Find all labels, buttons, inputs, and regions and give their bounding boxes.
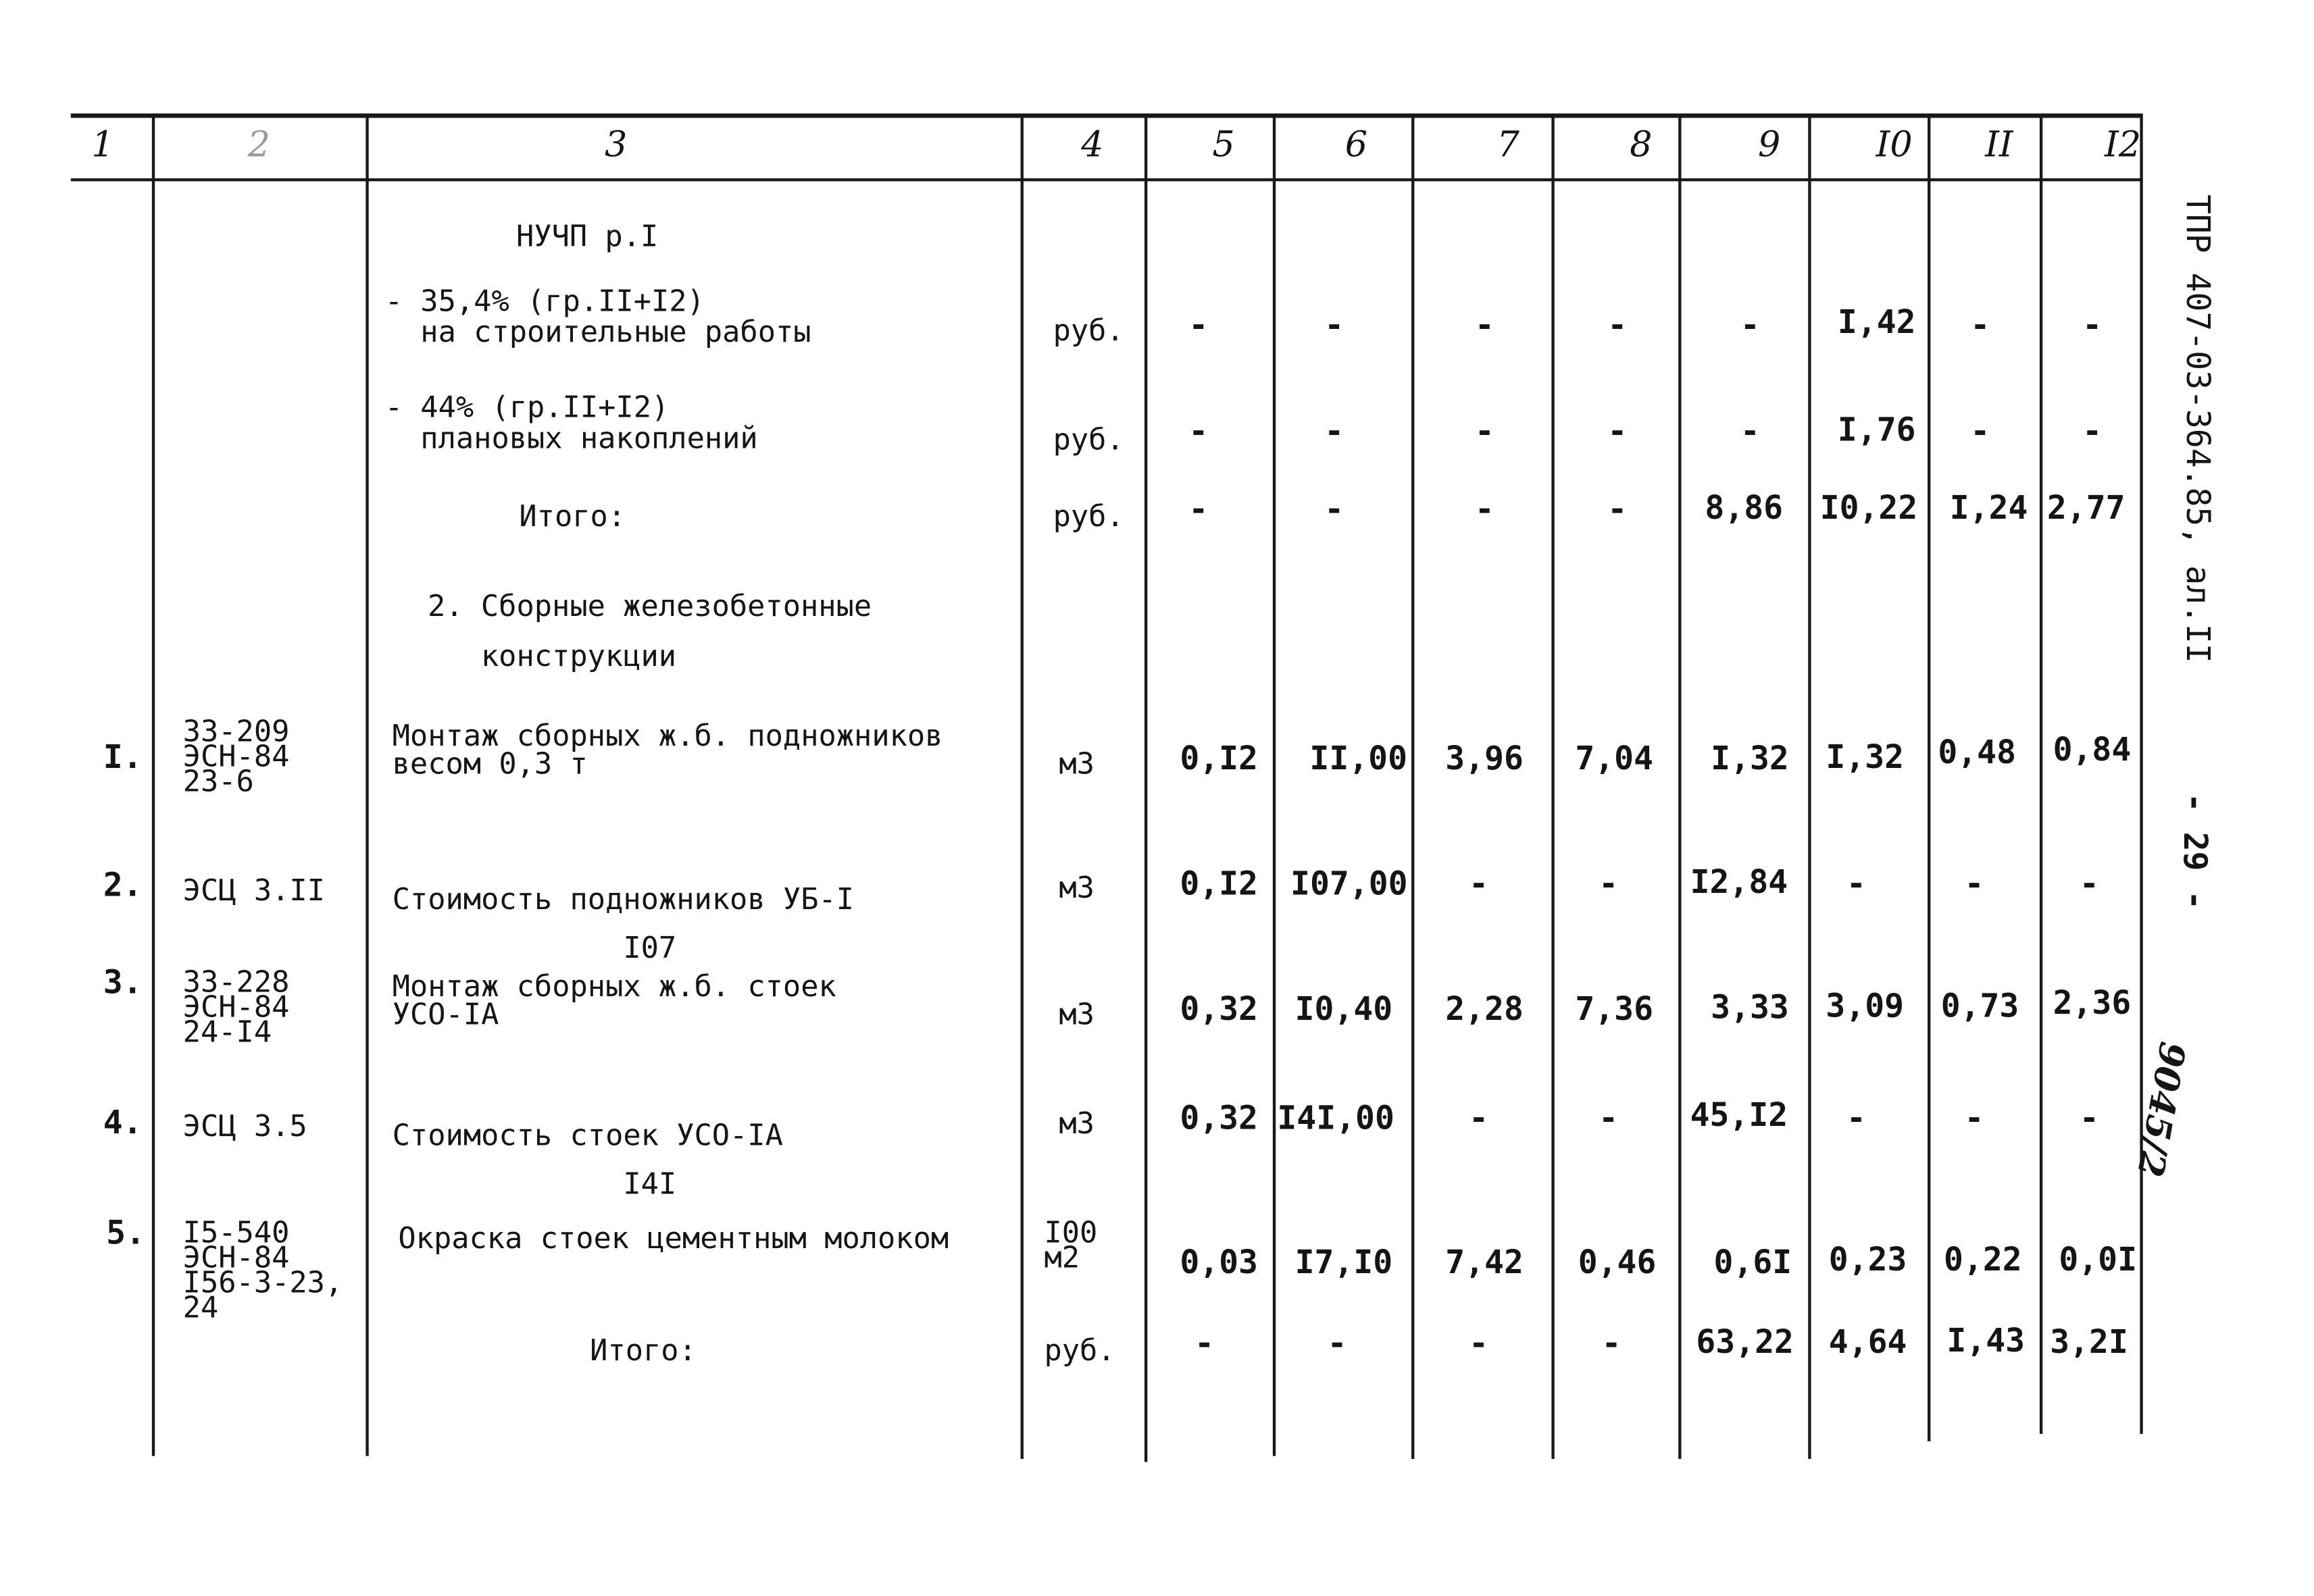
row-2-name: Стоимость подножников УБ-I I07 [392, 881, 855, 966]
col-divider-12 [2140, 115, 2142, 1434]
header-col-1: 1 [91, 124, 114, 165]
row-4-c6: I4I,00 [1277, 1100, 1394, 1138]
row-4-unit: м3 [1059, 1105, 1095, 1141]
col-divider-8 [1678, 115, 1681, 1459]
row-5-code: I5-540 ЭСН-84 I56-3-23, 24 [182, 1214, 343, 1325]
row-4-c8: - [1599, 1100, 1619, 1138]
overhead-planned-c11: - [1970, 414, 1990, 451]
section2-total-c8: - [1601, 1326, 1621, 1364]
overhead-planned-c7: - [1474, 414, 1494, 451]
header-col-4: 4 [1081, 124, 1104, 165]
row-3-c11: 0,73 [1940, 989, 2019, 1026]
table-top-rule [71, 113, 2143, 118]
section1-total-c9: 8,86 [1705, 490, 1784, 528]
header-col-11: II [1985, 124, 2013, 165]
overhead-construction-label: - 35,4% (гр.II+I2) на строительные работы [384, 282, 811, 350]
row-1-c10: I,32 [1826, 740, 1905, 777]
doc-code-stamp: ТПР 407-03-364.85, ал.II [2178, 195, 2215, 663]
overhead-planned-c10: I,76 [1837, 412, 1916, 450]
row-4-c11: - [1964, 1100, 1984, 1138]
section2-total-label: Итого: [590, 1332, 697, 1368]
overhead-planned-label: - 44% (гр.II+I2) плановых накоплений [384, 389, 758, 456]
overhead-construction-c11: - [1970, 308, 1990, 345]
row-4-c12: - [2079, 1100, 2099, 1138]
col-divider-4 [1145, 115, 1147, 1462]
header-bottom-rule [71, 178, 2143, 181]
row-2-c9: I2,84 [1690, 865, 1788, 902]
col-divider-5 [1273, 115, 1276, 1456]
overhead-planned-c5: - [1188, 414, 1209, 451]
header-col-10: I0 [1876, 124, 1913, 165]
row-2-code: ЭСЦ 3.II [182, 872, 325, 908]
col-divider-7 [1551, 115, 1554, 1459]
row-1-c8: 7,04 [1575, 741, 1653, 779]
header-col-9: 9 [1758, 124, 1781, 165]
row-5-c6: I7,I0 [1294, 1245, 1393, 1283]
col-divider-3 [1021, 115, 1024, 1459]
section1-total-c10: I0,22 [1819, 490, 1918, 528]
col-divider-10 [1928, 115, 1930, 1441]
row-4-c5: 0,32 [1180, 1100, 1258, 1138]
row-2-c11: - [1964, 866, 1984, 904]
row-2-c8: - [1599, 866, 1619, 904]
header-col-8: 8 [1630, 124, 1653, 165]
section1-total-unit: руб. [1053, 498, 1124, 534]
section1-total-c12: 2,77 [2046, 490, 2126, 528]
row-4-no: 4. [103, 1105, 143, 1142]
row-5-c10: 0,23 [1828, 1242, 1907, 1279]
overhead-planned-unit: руб. [1053, 421, 1124, 457]
section1-title: НУЧП р.I [516, 217, 659, 254]
row-3-c6: I0,40 [1294, 992, 1393, 1029]
col-divider-1 [152, 115, 155, 1456]
overhead-construction-c12: - [2082, 308, 2103, 345]
col-divider-11 [2040, 115, 2042, 1434]
row-4-c10: - [1846, 1100, 1866, 1138]
section1-total-c11: I,24 [1949, 490, 2028, 528]
overhead-planned-c12: - [2082, 414, 2103, 451]
header-col-2: 2 [247, 124, 271, 165]
row-3-code: 33-228 ЭСН-84 24-I4 [182, 963, 290, 1050]
row-2-unit: м3 [1059, 869, 1095, 905]
page-number: - 29 - [2175, 792, 2213, 910]
row-4-c9: 45,I2 [1690, 1098, 1788, 1135]
row-3-c10: 3,09 [1826, 989, 1905, 1026]
row-3-no: 3. [103, 965, 143, 1002]
row-5-no: 5. [106, 1216, 146, 1253]
overhead-construction-c10: I,42 [1837, 305, 1916, 342]
section2-total-c6: - [1327, 1326, 1347, 1364]
section1-total-c8: - [1607, 492, 1628, 530]
row-4-code: ЭСЦ 3.5 [182, 1108, 307, 1144]
col-divider-9 [1808, 115, 1811, 1459]
section2-total-c5: - [1194, 1326, 1215, 1364]
row-3-c5: 0,32 [1180, 992, 1258, 1029]
overhead-construction-c5: - [1188, 308, 1209, 345]
overhead-construction-unit: руб. [1053, 312, 1124, 348]
row-3-c9: 3,33 [1711, 990, 1789, 1027]
overhead-construction-c7: - [1474, 308, 1494, 345]
section2-total-c7: - [1469, 1326, 1489, 1364]
overhead-planned-c8: - [1607, 414, 1628, 451]
row-1-c9: I,32 [1711, 741, 1789, 779]
header-col-7: 7 [1496, 124, 1520, 165]
row-2-c7: - [1469, 866, 1489, 904]
row-3-unit: м3 [1059, 996, 1095, 1032]
row-5-unit: I00 м2 [1044, 1214, 1098, 1275]
header-col-5: 5 [1212, 124, 1235, 165]
row-4-c7: - [1469, 1100, 1489, 1138]
overhead-planned-c6: - [1324, 414, 1344, 451]
header-col-3: 3 [604, 124, 628, 165]
section2-total-c11: I,43 [1946, 1323, 2026, 1360]
col-divider-2 [366, 115, 368, 1456]
row-5-c7: 7,42 [1445, 1245, 1524, 1283]
row-3-c7: 2,28 [1445, 992, 1524, 1029]
row-1-c6: II,00 [1309, 741, 1407, 779]
row-1-c5: 0,I2 [1180, 741, 1258, 779]
row-5-name: Окраска стоек цементным молоком [398, 1220, 949, 1256]
row-2-c5: 0,I2 [1180, 866, 1258, 904]
row-5-c5: 0,03 [1180, 1245, 1258, 1283]
section2-total-c10: 4,64 [1828, 1324, 1907, 1362]
row-1-unit: м3 [1059, 746, 1095, 781]
overhead-construction-c6: - [1324, 308, 1344, 345]
row-5-c12: 0,0I [2059, 1242, 2137, 1279]
row-1-c12: 0,84 [2053, 732, 2132, 769]
row-1-c7: 3,96 [1445, 741, 1524, 779]
overhead-construction-c8: - [1607, 308, 1628, 345]
col-divider-6 [1411, 115, 1414, 1459]
row-3-name: Монтаж сборных ж.б. стоек УСО-IА [392, 968, 836, 1032]
row-2-no: 2. [103, 868, 143, 905]
section2-total-unit: руб. [1044, 1332, 1115, 1368]
section2-title: 2. Сборные железобетонные конструкции [428, 588, 872, 674]
header-col-12: I2 [2104, 124, 2142, 165]
row-1-no: I. [103, 740, 143, 777]
row-2-c6: I07,00 [1290, 866, 1408, 904]
row-1-c11: 0,48 [1938, 735, 2016, 773]
row-2-c10: - [1846, 866, 1866, 904]
row-1-name: Монтаж сборных ж.б. подножников весом 0,3 т [392, 717, 943, 781]
section1-total-c6: - [1324, 492, 1344, 530]
row-1-code: 33-209 ЭСН-84 23-6 [182, 713, 290, 799]
section1-total-c7: - [1474, 492, 1494, 530]
row-3-c8: 7,36 [1575, 992, 1653, 1029]
section2-total-c12: 3,2I [2050, 1324, 2128, 1362]
handwritten-number: 9045/2 [2128, 1039, 2195, 1181]
row-3-c12: 2,36 [2053, 985, 2132, 1023]
section1-total-c5: - [1188, 492, 1209, 530]
section2-total-c9: 63,22 [1696, 1324, 1794, 1362]
row-5-c11: 0,22 [1944, 1242, 2022, 1279]
overhead-construction-c9: - [1740, 308, 1760, 345]
overhead-planned-c9: - [1740, 414, 1760, 451]
row-2-c12: - [2079, 866, 2099, 904]
row-5-c9: 0,6I [1713, 1245, 1792, 1283]
row-5-c8: 0,46 [1578, 1245, 1657, 1283]
header-col-6: 6 [1344, 124, 1368, 165]
section1-total-label: Итого: [519, 498, 626, 534]
row-4-name: Стоимость стоек УСО-IА I4I [392, 1116, 783, 1202]
